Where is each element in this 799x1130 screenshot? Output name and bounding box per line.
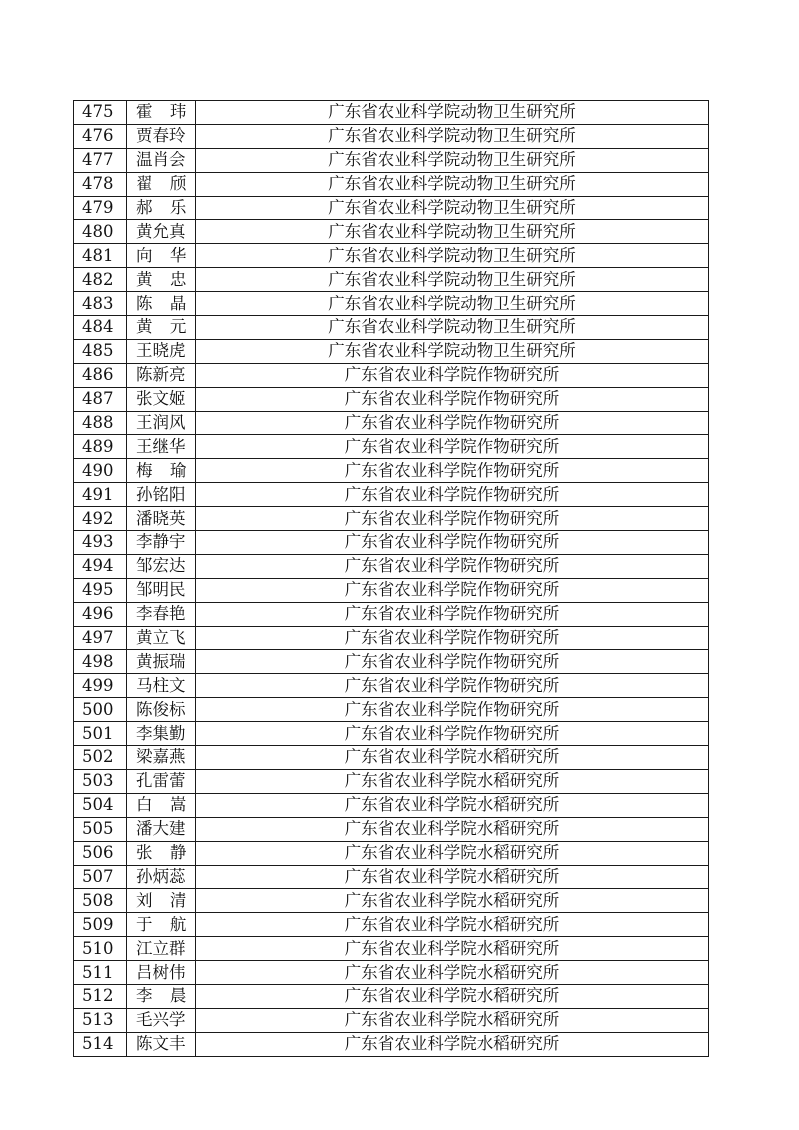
person-name: 霍玮 <box>127 101 196 125</box>
person-name: 刘清 <box>127 889 196 913</box>
organization: 广东省农业科学院动物卫生研究所 <box>196 196 709 220</box>
table-row <box>74 459 709 483</box>
row-number: 506 <box>74 841 127 865</box>
row-number: 514 <box>74 1032 127 1056</box>
row-number: 504 <box>74 793 127 817</box>
row-number: 499 <box>74 674 127 698</box>
row-number: 494 <box>74 554 127 578</box>
table-row <box>74 698 709 722</box>
person-name: 吕树伟 <box>127 961 196 985</box>
table-row <box>74 1008 709 1032</box>
row-number: 503 <box>74 769 127 793</box>
organization: 广东省农业科学院作物研究所 <box>196 554 709 578</box>
organization: 广东省农业科学院水稻研究所 <box>196 889 709 913</box>
table-row <box>74 865 709 889</box>
table-row <box>74 507 709 531</box>
roster-table <box>73 100 709 1057</box>
person-name: 黄忠 <box>127 268 196 292</box>
organization: 广东省农业科学院作物研究所 <box>196 411 709 435</box>
table-row <box>74 387 709 411</box>
row-number: 484 <box>74 316 127 340</box>
organization: 广东省农业科学院作物研究所 <box>196 531 709 555</box>
organization: 广东省农业科学院作物研究所 <box>196 626 709 650</box>
person-name: 陈俊标 <box>127 698 196 722</box>
person-name: 温肖会 <box>127 148 196 172</box>
row-number: 505 <box>74 817 127 841</box>
table-row <box>74 913 709 937</box>
organization: 广东省农业科学院水稻研究所 <box>196 817 709 841</box>
row-number: 511 <box>74 961 127 985</box>
table-row <box>74 674 709 698</box>
table-row <box>74 793 709 817</box>
row-number: 502 <box>74 746 127 770</box>
organization: 广东省农业科学院动物卫生研究所 <box>196 124 709 148</box>
person-name: 黄元 <box>127 316 196 340</box>
row-number: 478 <box>74 172 127 196</box>
row-number: 483 <box>74 292 127 316</box>
organization: 广东省农业科学院作物研究所 <box>196 363 709 387</box>
row-number: 490 <box>74 459 127 483</box>
person-name: 孙炳蕊 <box>127 865 196 889</box>
person-name: 邹明民 <box>127 578 196 602</box>
person-name: 马柱文 <box>127 674 196 698</box>
table-row <box>74 889 709 913</box>
table-row <box>74 339 709 363</box>
table-row <box>74 554 709 578</box>
row-number: 475 <box>74 101 127 125</box>
organization: 广东省农业科学院作物研究所 <box>196 578 709 602</box>
table-row <box>74 244 709 268</box>
organization: 广东省农业科学院水稻研究所 <box>196 865 709 889</box>
organization: 广东省农业科学院水稻研究所 <box>196 841 709 865</box>
roster-table-body <box>74 101 709 1057</box>
table-row <box>74 602 709 626</box>
organization: 广东省农业科学院水稻研究所 <box>196 769 709 793</box>
organization: 广东省农业科学院动物卫生研究所 <box>196 244 709 268</box>
person-name: 梅瑜 <box>127 459 196 483</box>
row-number: 486 <box>74 363 127 387</box>
table-row <box>74 268 709 292</box>
table-row <box>74 172 709 196</box>
person-name: 邹宏达 <box>127 554 196 578</box>
table-row <box>74 650 709 674</box>
organization: 广东省农业科学院作物研究所 <box>196 435 709 459</box>
organization: 广东省农业科学院动物卫生研究所 <box>196 220 709 244</box>
organization: 广东省农业科学院作物研究所 <box>196 722 709 746</box>
row-number: 497 <box>74 626 127 650</box>
person-name: 于航 <box>127 913 196 937</box>
person-name: 梁嘉燕 <box>127 746 196 770</box>
organization: 广东省农业科学院作物研究所 <box>196 483 709 507</box>
organization: 广东省农业科学院作物研究所 <box>196 602 709 626</box>
row-number: 481 <box>74 244 127 268</box>
person-name: 郝乐 <box>127 196 196 220</box>
organization: 广东省农业科学院作物研究所 <box>196 698 709 722</box>
organization: 广东省农业科学院动物卫生研究所 <box>196 316 709 340</box>
row-number: 507 <box>74 865 127 889</box>
row-number: 495 <box>74 578 127 602</box>
person-name: 黄振瑞 <box>127 650 196 674</box>
row-number: 508 <box>74 889 127 913</box>
table-row <box>74 626 709 650</box>
person-name: 王晓虎 <box>127 339 196 363</box>
organization: 广东省农业科学院水稻研究所 <box>196 746 709 770</box>
organization: 广东省农业科学院动物卫生研究所 <box>196 292 709 316</box>
table-row <box>74 196 709 220</box>
table-row <box>74 1032 709 1056</box>
person-name: 李静宇 <box>127 531 196 555</box>
table-row <box>74 984 709 1008</box>
row-number: 510 <box>74 937 127 961</box>
organization: 广东省农业科学院动物卫生研究所 <box>196 268 709 292</box>
table-row <box>74 124 709 148</box>
person-name: 陈文丰 <box>127 1032 196 1056</box>
person-name: 黄允真 <box>127 220 196 244</box>
organization: 广东省农业科学院动物卫生研究所 <box>196 148 709 172</box>
table-row <box>74 531 709 555</box>
table-row <box>74 841 709 865</box>
row-number: 498 <box>74 650 127 674</box>
table-row <box>74 722 709 746</box>
row-number: 476 <box>74 124 127 148</box>
row-number: 487 <box>74 387 127 411</box>
row-number: 482 <box>74 268 127 292</box>
person-name: 李晨 <box>127 984 196 1008</box>
row-number: 489 <box>74 435 127 459</box>
person-name: 潘晓英 <box>127 507 196 531</box>
organization: 广东省农业科学院水稻研究所 <box>196 937 709 961</box>
person-name: 翟颀 <box>127 172 196 196</box>
table-row <box>74 817 709 841</box>
person-name: 向华 <box>127 244 196 268</box>
row-number: 493 <box>74 531 127 555</box>
person-name: 黄立飞 <box>127 626 196 650</box>
table-row <box>74 101 709 125</box>
row-number: 485 <box>74 339 127 363</box>
person-name: 李集勤 <box>127 722 196 746</box>
row-number: 512 <box>74 984 127 1008</box>
person-name: 陈新亮 <box>127 363 196 387</box>
row-number: 477 <box>74 148 127 172</box>
organization: 广东省农业科学院水稻研究所 <box>196 984 709 1008</box>
organization: 广东省农业科学院水稻研究所 <box>196 793 709 817</box>
organization: 广东省农业科学院动物卫生研究所 <box>196 339 709 363</box>
organization: 广东省农业科学院作物研究所 <box>196 650 709 674</box>
person-name: 张静 <box>127 841 196 865</box>
person-name: 王继华 <box>127 435 196 459</box>
row-number: 491 <box>74 483 127 507</box>
person-name: 王润风 <box>127 411 196 435</box>
person-name: 孙铭阳 <box>127 483 196 507</box>
person-name: 江立群 <box>127 937 196 961</box>
organization: 广东省农业科学院作物研究所 <box>196 387 709 411</box>
table-row <box>74 746 709 770</box>
table-row <box>74 578 709 602</box>
table-row <box>74 411 709 435</box>
organization: 广东省农业科学院作物研究所 <box>196 459 709 483</box>
row-number: 500 <box>74 698 127 722</box>
organization: 广东省农业科学院作物研究所 <box>196 507 709 531</box>
table-row <box>74 435 709 459</box>
row-number: 496 <box>74 602 127 626</box>
person-name: 潘大建 <box>127 817 196 841</box>
row-number: 479 <box>74 196 127 220</box>
table-row <box>74 961 709 985</box>
row-number: 488 <box>74 411 127 435</box>
row-number: 480 <box>74 220 127 244</box>
organization: 广东省农业科学院水稻研究所 <box>196 913 709 937</box>
person-name: 陈晶 <box>127 292 196 316</box>
person-name: 孔雷蕾 <box>127 769 196 793</box>
table-row <box>74 769 709 793</box>
organization: 广东省农业科学院水稻研究所 <box>196 1032 709 1056</box>
row-number: 492 <box>74 507 127 531</box>
organization: 广东省农业科学院动物卫生研究所 <box>196 172 709 196</box>
organization: 广东省农业科学院动物卫生研究所 <box>196 101 709 125</box>
table-row <box>74 363 709 387</box>
person-name: 李春艳 <box>127 602 196 626</box>
table-row <box>74 483 709 507</box>
table-row <box>74 937 709 961</box>
row-number: 513 <box>74 1008 127 1032</box>
table-row <box>74 220 709 244</box>
row-number: 501 <box>74 722 127 746</box>
organization: 广东省农业科学院作物研究所 <box>196 674 709 698</box>
organization: 广东省农业科学院水稻研究所 <box>196 961 709 985</box>
table-row <box>74 148 709 172</box>
organization: 广东省农业科学院水稻研究所 <box>196 1008 709 1032</box>
table-row <box>74 292 709 316</box>
person-name: 贾春玲 <box>127 124 196 148</box>
person-name: 白嵩 <box>127 793 196 817</box>
row-number: 509 <box>74 913 127 937</box>
person-name: 张文姬 <box>127 387 196 411</box>
table-row <box>74 316 709 340</box>
person-name: 毛兴学 <box>127 1008 196 1032</box>
